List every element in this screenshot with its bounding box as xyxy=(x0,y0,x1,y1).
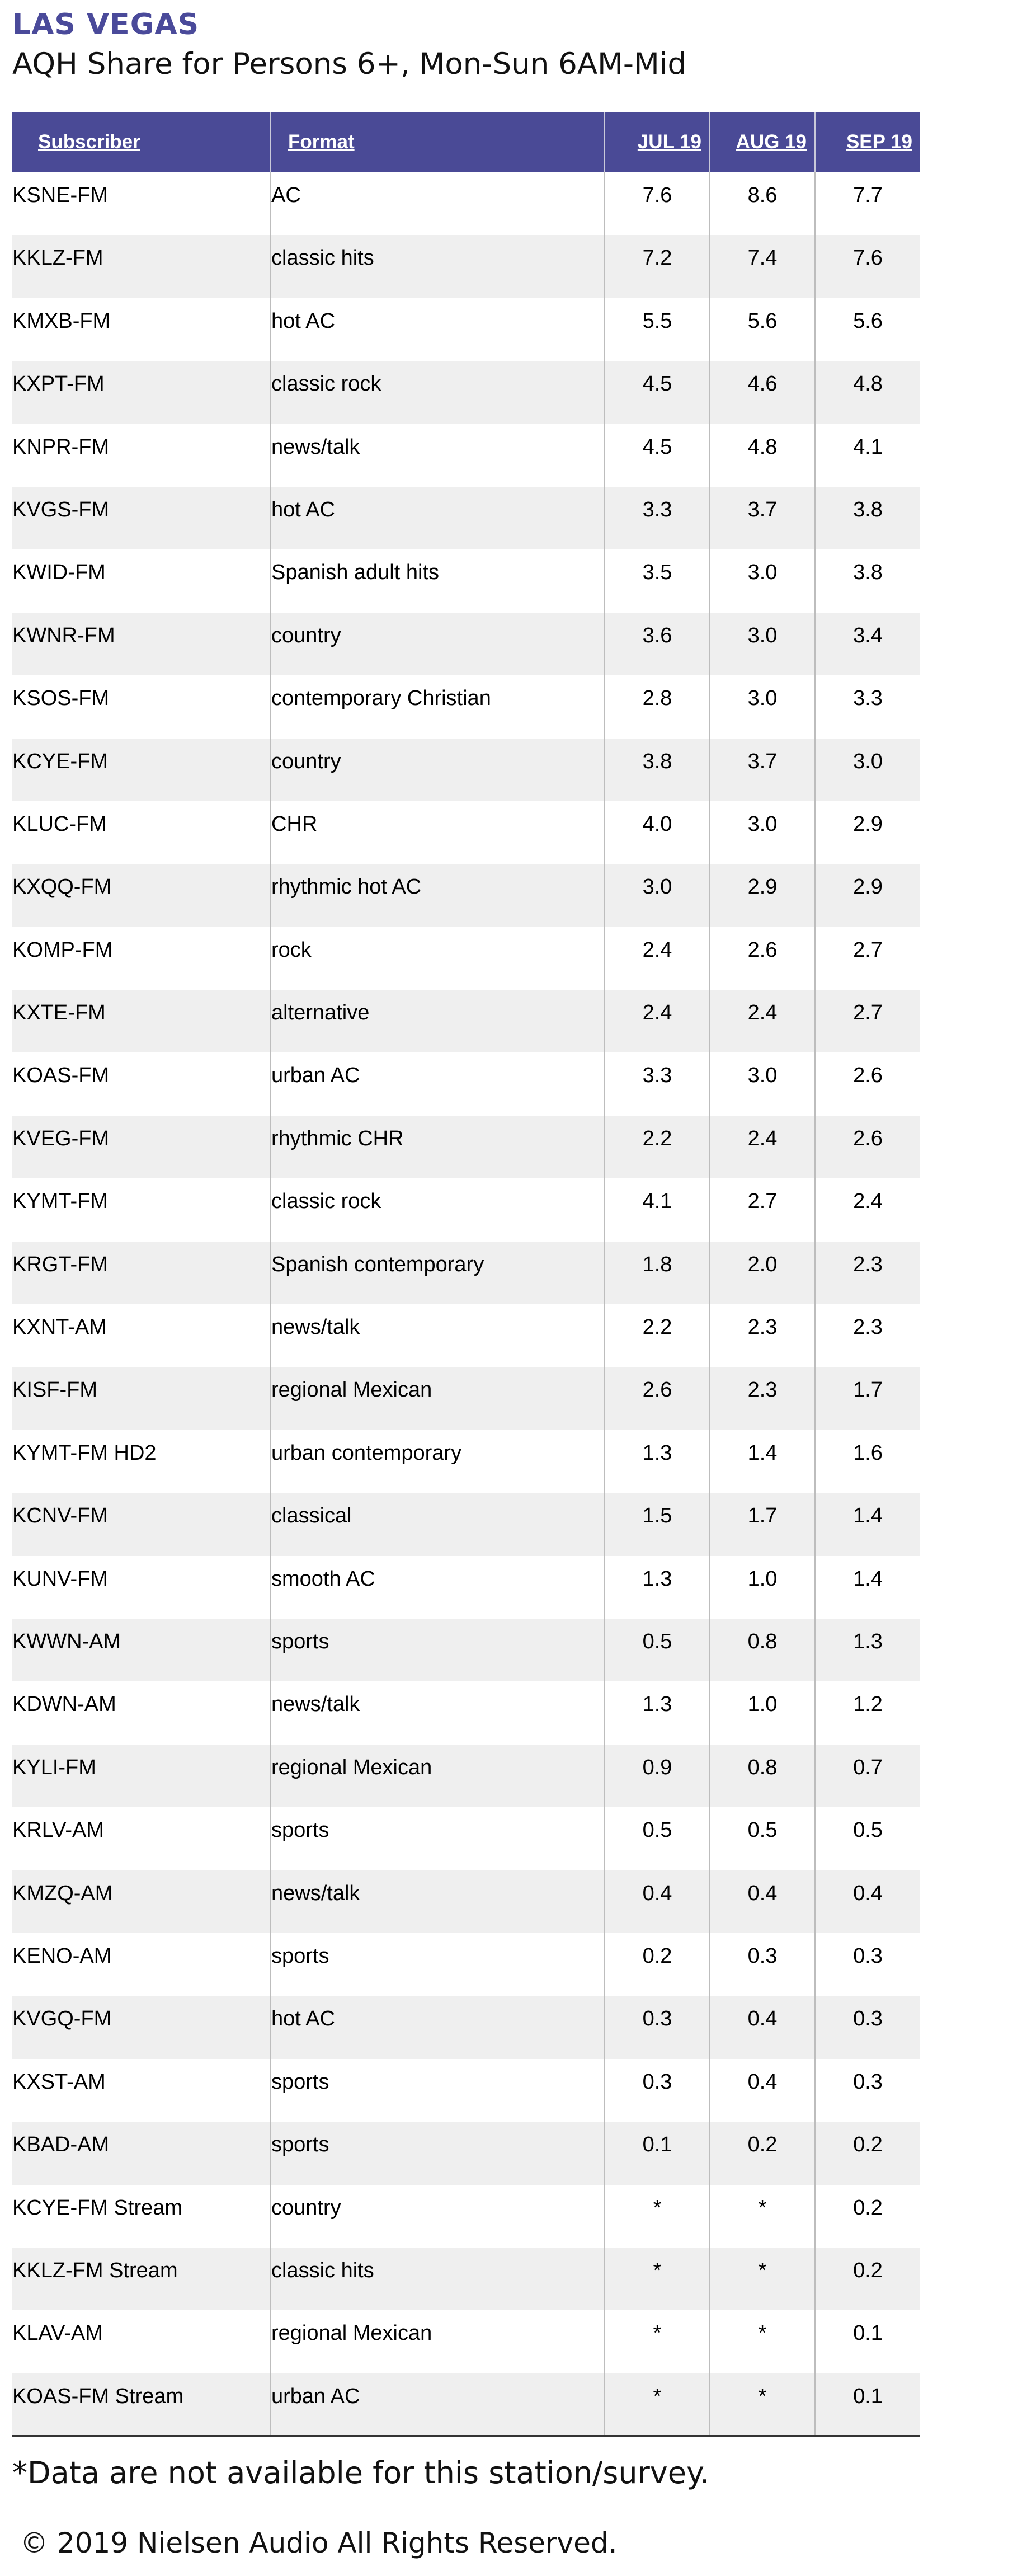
table-row xyxy=(12,1493,920,1555)
cell-sep19: 5.6 xyxy=(853,309,883,333)
cell-format: urban AC xyxy=(271,2373,605,2436)
cell-aug19: 2.3 xyxy=(710,1304,815,1367)
cell-sep19: 1.7 xyxy=(815,1367,920,1430)
cell-format: news/talk xyxy=(271,1681,605,1744)
cell-jul19: 2.2 xyxy=(605,1304,710,1367)
cell-aug19: 3.0 xyxy=(710,1052,815,1115)
table-row xyxy=(12,1681,920,1744)
cell-format: Spanish adult hits xyxy=(271,549,605,612)
cell-format: news/talk xyxy=(271,1870,605,1933)
cell-aug19: 5.6 xyxy=(710,298,815,361)
table-row xyxy=(12,298,920,361)
cell-jul19: 3.6 xyxy=(605,613,710,675)
cell-aug19: 0.4 xyxy=(710,1870,815,1933)
cell-subscriber: KRLV-AM xyxy=(12,1807,271,1870)
cell-aug19: 3.0 xyxy=(710,801,815,864)
table-header-row xyxy=(12,112,920,172)
table-row xyxy=(12,1304,920,1367)
table-row xyxy=(12,1178,920,1241)
table-row xyxy=(12,549,920,612)
cell-sep19: 2.3 xyxy=(815,1242,920,1304)
cell-format: sports xyxy=(271,1619,605,1681)
cell-jul19: 0.2 xyxy=(605,1933,710,1996)
cell-format: AC xyxy=(271,172,605,235)
table-row xyxy=(12,487,920,549)
cell-aug19: 2.3 xyxy=(710,1367,815,1430)
cell-format: news/talk xyxy=(271,1304,605,1367)
cell-subscriber: KKLZ-FM Stream xyxy=(12,2248,271,2310)
cell-jul19: 1.3 xyxy=(605,1430,710,1493)
cell-sep19: 3.8 xyxy=(853,561,883,585)
cell-jul19: 0.5 xyxy=(605,1619,710,1681)
cell-sep19: 2.9 xyxy=(853,812,883,836)
cell-jul19: 3.8 xyxy=(605,739,710,801)
cell-sep19: 4.1 xyxy=(853,435,883,459)
cell-subscriber: KMZQ-AM xyxy=(12,1870,271,1933)
cell-format: country xyxy=(271,2185,605,2248)
table-row xyxy=(12,2310,920,2373)
cell-jul19: 1.5 xyxy=(605,1493,710,1555)
cell-format: urban AC xyxy=(271,1052,605,1115)
cell-format: classic hits xyxy=(271,235,605,298)
cell-subscriber: KRGT-FM xyxy=(12,1242,271,1304)
cell-format: classic rock xyxy=(271,1178,605,1241)
cell-format: rhythmic hot AC xyxy=(271,864,605,927)
table-row xyxy=(12,739,920,801)
cell-jul19: * xyxy=(605,2373,710,2436)
cell-subscriber: KUNV-FM xyxy=(12,1556,271,1619)
cell-subscriber: KXTE-FM xyxy=(12,990,271,1052)
cell-sep19: 0.2 xyxy=(815,2248,920,2310)
cell-sep19: 1.3 xyxy=(815,1619,920,1681)
cell-subscriber: KLUC-FM xyxy=(12,801,271,864)
cell-aug19: 2.6 xyxy=(710,927,815,990)
cell-subscriber: KDWN-AM xyxy=(12,1681,271,1744)
cell-format: classic hits xyxy=(271,2248,605,2310)
cell-subscriber: KXPT-FM xyxy=(12,361,271,424)
cell-sep19: 0.2 xyxy=(815,2122,920,2184)
table-row xyxy=(12,613,920,675)
cell-subscriber: KSOS-FM xyxy=(12,675,271,738)
cell-sep19: 0.3 xyxy=(815,1996,920,2058)
table-row xyxy=(12,172,920,235)
cell-jul19: * xyxy=(605,2185,710,2248)
footnote: *Data are not available for this station/survey. xyxy=(12,2455,710,2490)
cell-jul19: 3.3 xyxy=(605,487,710,549)
table-row xyxy=(12,801,920,864)
table-row xyxy=(12,1996,920,2058)
cell-aug19: 0.4 xyxy=(710,1996,815,2058)
cell-sep19: 0.3 xyxy=(853,1944,883,1968)
cell-aug19: 0.4 xyxy=(710,2059,815,2122)
cell-subscriber: KWID-FM xyxy=(12,549,271,612)
cell-jul19: * xyxy=(605,2248,710,2310)
cell-format: news/talk xyxy=(271,424,605,487)
column-header-format[interactable]: Format xyxy=(271,112,605,172)
cell-format: sports xyxy=(271,1807,605,1870)
table-row xyxy=(12,1933,920,1996)
market-title: LAS VEGAS xyxy=(12,8,200,41)
cell-aug19: 2.0 xyxy=(710,1242,815,1304)
cell-subscriber: KSNE-FM xyxy=(12,172,271,235)
cell-subscriber: KVGS-FM xyxy=(12,487,271,549)
cell-jul19: 1.3 xyxy=(605,1681,710,1744)
cell-aug19: 2.4 xyxy=(710,1116,815,1178)
cell-subscriber: KYLI-FM xyxy=(12,1745,271,1807)
cell-sep19: 1.6 xyxy=(853,1441,883,1465)
cell-sep19: 2.4 xyxy=(853,1190,883,1214)
cell-format: regional Mexican xyxy=(271,1745,605,1807)
cell-jul19: 4.0 xyxy=(605,801,710,864)
cell-subscriber: KOMP-FM xyxy=(12,927,271,990)
cell-sep19: 2.7 xyxy=(853,938,883,962)
cell-aug19: 7.4 xyxy=(710,235,815,298)
cell-format: rock xyxy=(271,927,605,990)
cell-sep19: 4.8 xyxy=(815,361,920,424)
cell-aug19: 1.0 xyxy=(710,1556,815,1619)
cell-sep19: 1.4 xyxy=(853,1567,883,1591)
cell-jul19: 0.4 xyxy=(605,1870,710,1933)
cell-jul19: 7.2 xyxy=(605,235,710,298)
cell-format: alternative xyxy=(271,990,605,1052)
cell-aug19: 1.7 xyxy=(710,1493,815,1555)
cell-jul19: * xyxy=(605,2310,710,2373)
table-row xyxy=(12,1870,920,1933)
cell-aug19: 2.9 xyxy=(710,864,815,927)
cell-jul19: 2.4 xyxy=(605,927,710,990)
cell-subscriber: KENO-AM xyxy=(12,1933,271,1996)
cell-aug19: * xyxy=(710,2185,815,2248)
cell-subscriber: KMXB-FM xyxy=(12,298,271,361)
cell-format: country xyxy=(271,613,605,675)
table-row xyxy=(12,1556,920,1619)
cell-jul19: 0.9 xyxy=(605,1745,710,1807)
cell-jul19: 3.3 xyxy=(605,1052,710,1115)
cell-aug19: * xyxy=(710,2310,815,2373)
cell-sep19: 2.3 xyxy=(853,1315,883,1339)
cell-format: hot AC xyxy=(271,298,605,361)
table-row xyxy=(12,1052,920,1115)
table-row xyxy=(12,2185,920,2248)
cell-subscriber: KWWN-AM xyxy=(12,1619,271,1681)
cell-aug19: 4.6 xyxy=(710,361,815,424)
cell-sep19: 0.4 xyxy=(815,1870,920,1933)
table-row xyxy=(12,2059,920,2122)
table-row xyxy=(12,424,920,487)
cell-aug19: 3.0 xyxy=(710,613,815,675)
cell-jul19: 5.5 xyxy=(605,298,710,361)
cell-sep19: 0.1 xyxy=(815,2373,920,2436)
cell-jul19: 3.0 xyxy=(605,864,710,927)
cell-subscriber: KYMT-FM xyxy=(12,1178,271,1241)
cell-subscriber: KKLZ-FM xyxy=(12,235,271,298)
cell-format: sports xyxy=(271,2122,605,2184)
cell-sep19: 7.6 xyxy=(815,235,920,298)
cell-aug19: * xyxy=(710,2248,815,2310)
cell-format: classic rock xyxy=(271,361,605,424)
cell-aug19: 8.6 xyxy=(710,172,815,235)
cell-aug19: 2.4 xyxy=(710,990,815,1052)
cell-sep19: 0.5 xyxy=(853,1818,883,1842)
cell-aug19: 0.8 xyxy=(710,1745,815,1807)
table-row xyxy=(12,1619,920,1681)
table-body xyxy=(12,172,920,2436)
cell-subscriber: KISF-FM xyxy=(12,1367,271,1430)
cell-aug19: 2.7 xyxy=(710,1178,815,1241)
cell-jul19: 4.5 xyxy=(605,424,710,487)
cell-format: regional Mexican xyxy=(271,2310,605,2373)
cell-jul19: 4.5 xyxy=(605,361,710,424)
page-subtitle: AQH Share for Persons 6+, Mon-Sun 6AM-Mid xyxy=(12,47,687,81)
table-row xyxy=(12,1430,920,1493)
cell-format: Spanish contemporary xyxy=(271,1242,605,1304)
cell-aug19: 0.8 xyxy=(710,1619,815,1681)
cell-jul19: 1.8 xyxy=(605,1242,710,1304)
cell-subscriber: KWNR-FM xyxy=(12,613,271,675)
cell-format: sports xyxy=(271,2059,605,2122)
cell-subscriber: KXNT-AM xyxy=(12,1304,271,1367)
cell-sep19: 1.4 xyxy=(815,1493,920,1555)
column-header-subscriber[interactable]: Subscriber xyxy=(12,112,271,172)
cell-jul19: 2.6 xyxy=(605,1367,710,1430)
cell-jul19: 0.3 xyxy=(605,1996,710,2058)
cell-subscriber: KOAS-FM Stream xyxy=(12,2373,271,2436)
cell-aug19: 1.0 xyxy=(710,1681,815,1744)
cell-sep19: 0.7 xyxy=(815,1745,920,1807)
cell-format: regional Mexican xyxy=(271,1367,605,1430)
table-row xyxy=(12,1367,920,1430)
cell-format: smooth AC xyxy=(271,1556,605,1619)
cell-aug19: 3.7 xyxy=(710,739,815,801)
cell-subscriber: KVEG-FM xyxy=(12,1116,271,1178)
cell-sep19: 7.7 xyxy=(853,184,883,207)
cell-format: hot AC xyxy=(271,487,605,549)
cell-sep19: 0.3 xyxy=(853,2070,883,2094)
table-row xyxy=(12,235,920,298)
cell-sep19: 3.0 xyxy=(815,739,920,801)
cell-jul19: 4.1 xyxy=(605,1178,710,1241)
cell-sep19: 2.6 xyxy=(853,1064,883,1088)
cell-format: urban contemporary xyxy=(271,1430,605,1493)
cell-subscriber: KCYE-FM Stream xyxy=(12,2185,271,2248)
cell-subscriber: KOAS-FM xyxy=(12,1052,271,1115)
cell-aug19: 4.8 xyxy=(710,424,815,487)
cell-sep19: 0.1 xyxy=(853,2321,883,2345)
cell-jul19: 3.5 xyxy=(605,549,710,612)
cell-subscriber: KCYE-FM xyxy=(12,739,271,801)
table-row xyxy=(12,864,920,927)
column-header-jul19[interactable]: JUL 19 xyxy=(605,112,710,172)
cell-jul19: 7.6 xyxy=(605,172,710,235)
cell-aug19: * xyxy=(710,2373,815,2436)
cell-aug19: 0.2 xyxy=(710,2122,815,2184)
cell-aug19: 3.0 xyxy=(710,675,815,738)
cell-jul19: 0.5 xyxy=(605,1807,710,1870)
cell-subscriber: KXST-AM xyxy=(12,2059,271,2122)
cell-sep19: 2.6 xyxy=(815,1116,920,1178)
table-row xyxy=(12,1242,920,1304)
cell-sep19: 0.2 xyxy=(853,2196,883,2220)
table-row xyxy=(12,927,920,990)
cell-jul19: 1.3 xyxy=(605,1556,710,1619)
column-header-aug19[interactable]: AUG 19 xyxy=(710,112,815,172)
cell-jul19: 2.2 xyxy=(605,1116,710,1178)
copyright: © 2019 Nielsen Audio All Rights Reserved. xyxy=(20,2527,618,2559)
cell-jul19: 2.8 xyxy=(605,675,710,738)
cell-format: CHR xyxy=(271,801,605,864)
table-row xyxy=(12,675,920,738)
cell-aug19: 0.5 xyxy=(710,1807,815,1870)
cell-format: country xyxy=(271,739,605,801)
table-row xyxy=(12,361,920,424)
cell-subscriber: KXQQ-FM xyxy=(12,864,271,927)
column-header-sep19[interactable]: SEP 19 xyxy=(815,112,920,172)
cell-jul19: 0.3 xyxy=(605,2059,710,2122)
cell-sep19: 2.7 xyxy=(815,990,920,1052)
cell-jul19: 2.4 xyxy=(605,990,710,1052)
cell-format: rhythmic CHR xyxy=(271,1116,605,1178)
cell-format: hot AC xyxy=(271,1996,605,2058)
cell-subscriber: KBAD-AM xyxy=(12,2122,271,2184)
cell-subscriber: KNPR-FM xyxy=(12,424,271,487)
ratings-table xyxy=(12,112,920,2437)
cell-sep19: 3.4 xyxy=(815,613,920,675)
cell-subscriber: KLAV-AM xyxy=(12,2310,271,2373)
cell-subscriber: KVGQ-FM xyxy=(12,1996,271,2058)
cell-format: contemporary Christian xyxy=(271,675,605,738)
table-row xyxy=(12,1807,920,1870)
cell-sep19: 2.9 xyxy=(815,864,920,927)
cell-format: sports xyxy=(271,1933,605,1996)
cell-aug19: 3.0 xyxy=(710,549,815,612)
cell-jul19: 0.1 xyxy=(605,2122,710,2184)
cell-subscriber: KCNV-FM xyxy=(12,1493,271,1555)
table-row xyxy=(12,2248,920,2310)
cell-format: classical xyxy=(271,1493,605,1555)
cell-aug19: 1.4 xyxy=(710,1430,815,1493)
table-row xyxy=(12,2373,920,2436)
table-row xyxy=(12,1745,920,1807)
cell-sep19: 3.8 xyxy=(815,487,920,549)
cell-aug19: 3.7 xyxy=(710,487,815,549)
table-row xyxy=(12,1116,920,1178)
cell-aug19: 0.3 xyxy=(710,1933,815,1996)
table-row xyxy=(12,990,920,1052)
table-row xyxy=(12,2122,920,2184)
cell-subscriber: KYMT-FM HD2 xyxy=(12,1430,271,1493)
cell-sep19: 3.3 xyxy=(853,687,883,711)
cell-sep19: 1.2 xyxy=(853,1693,883,1717)
